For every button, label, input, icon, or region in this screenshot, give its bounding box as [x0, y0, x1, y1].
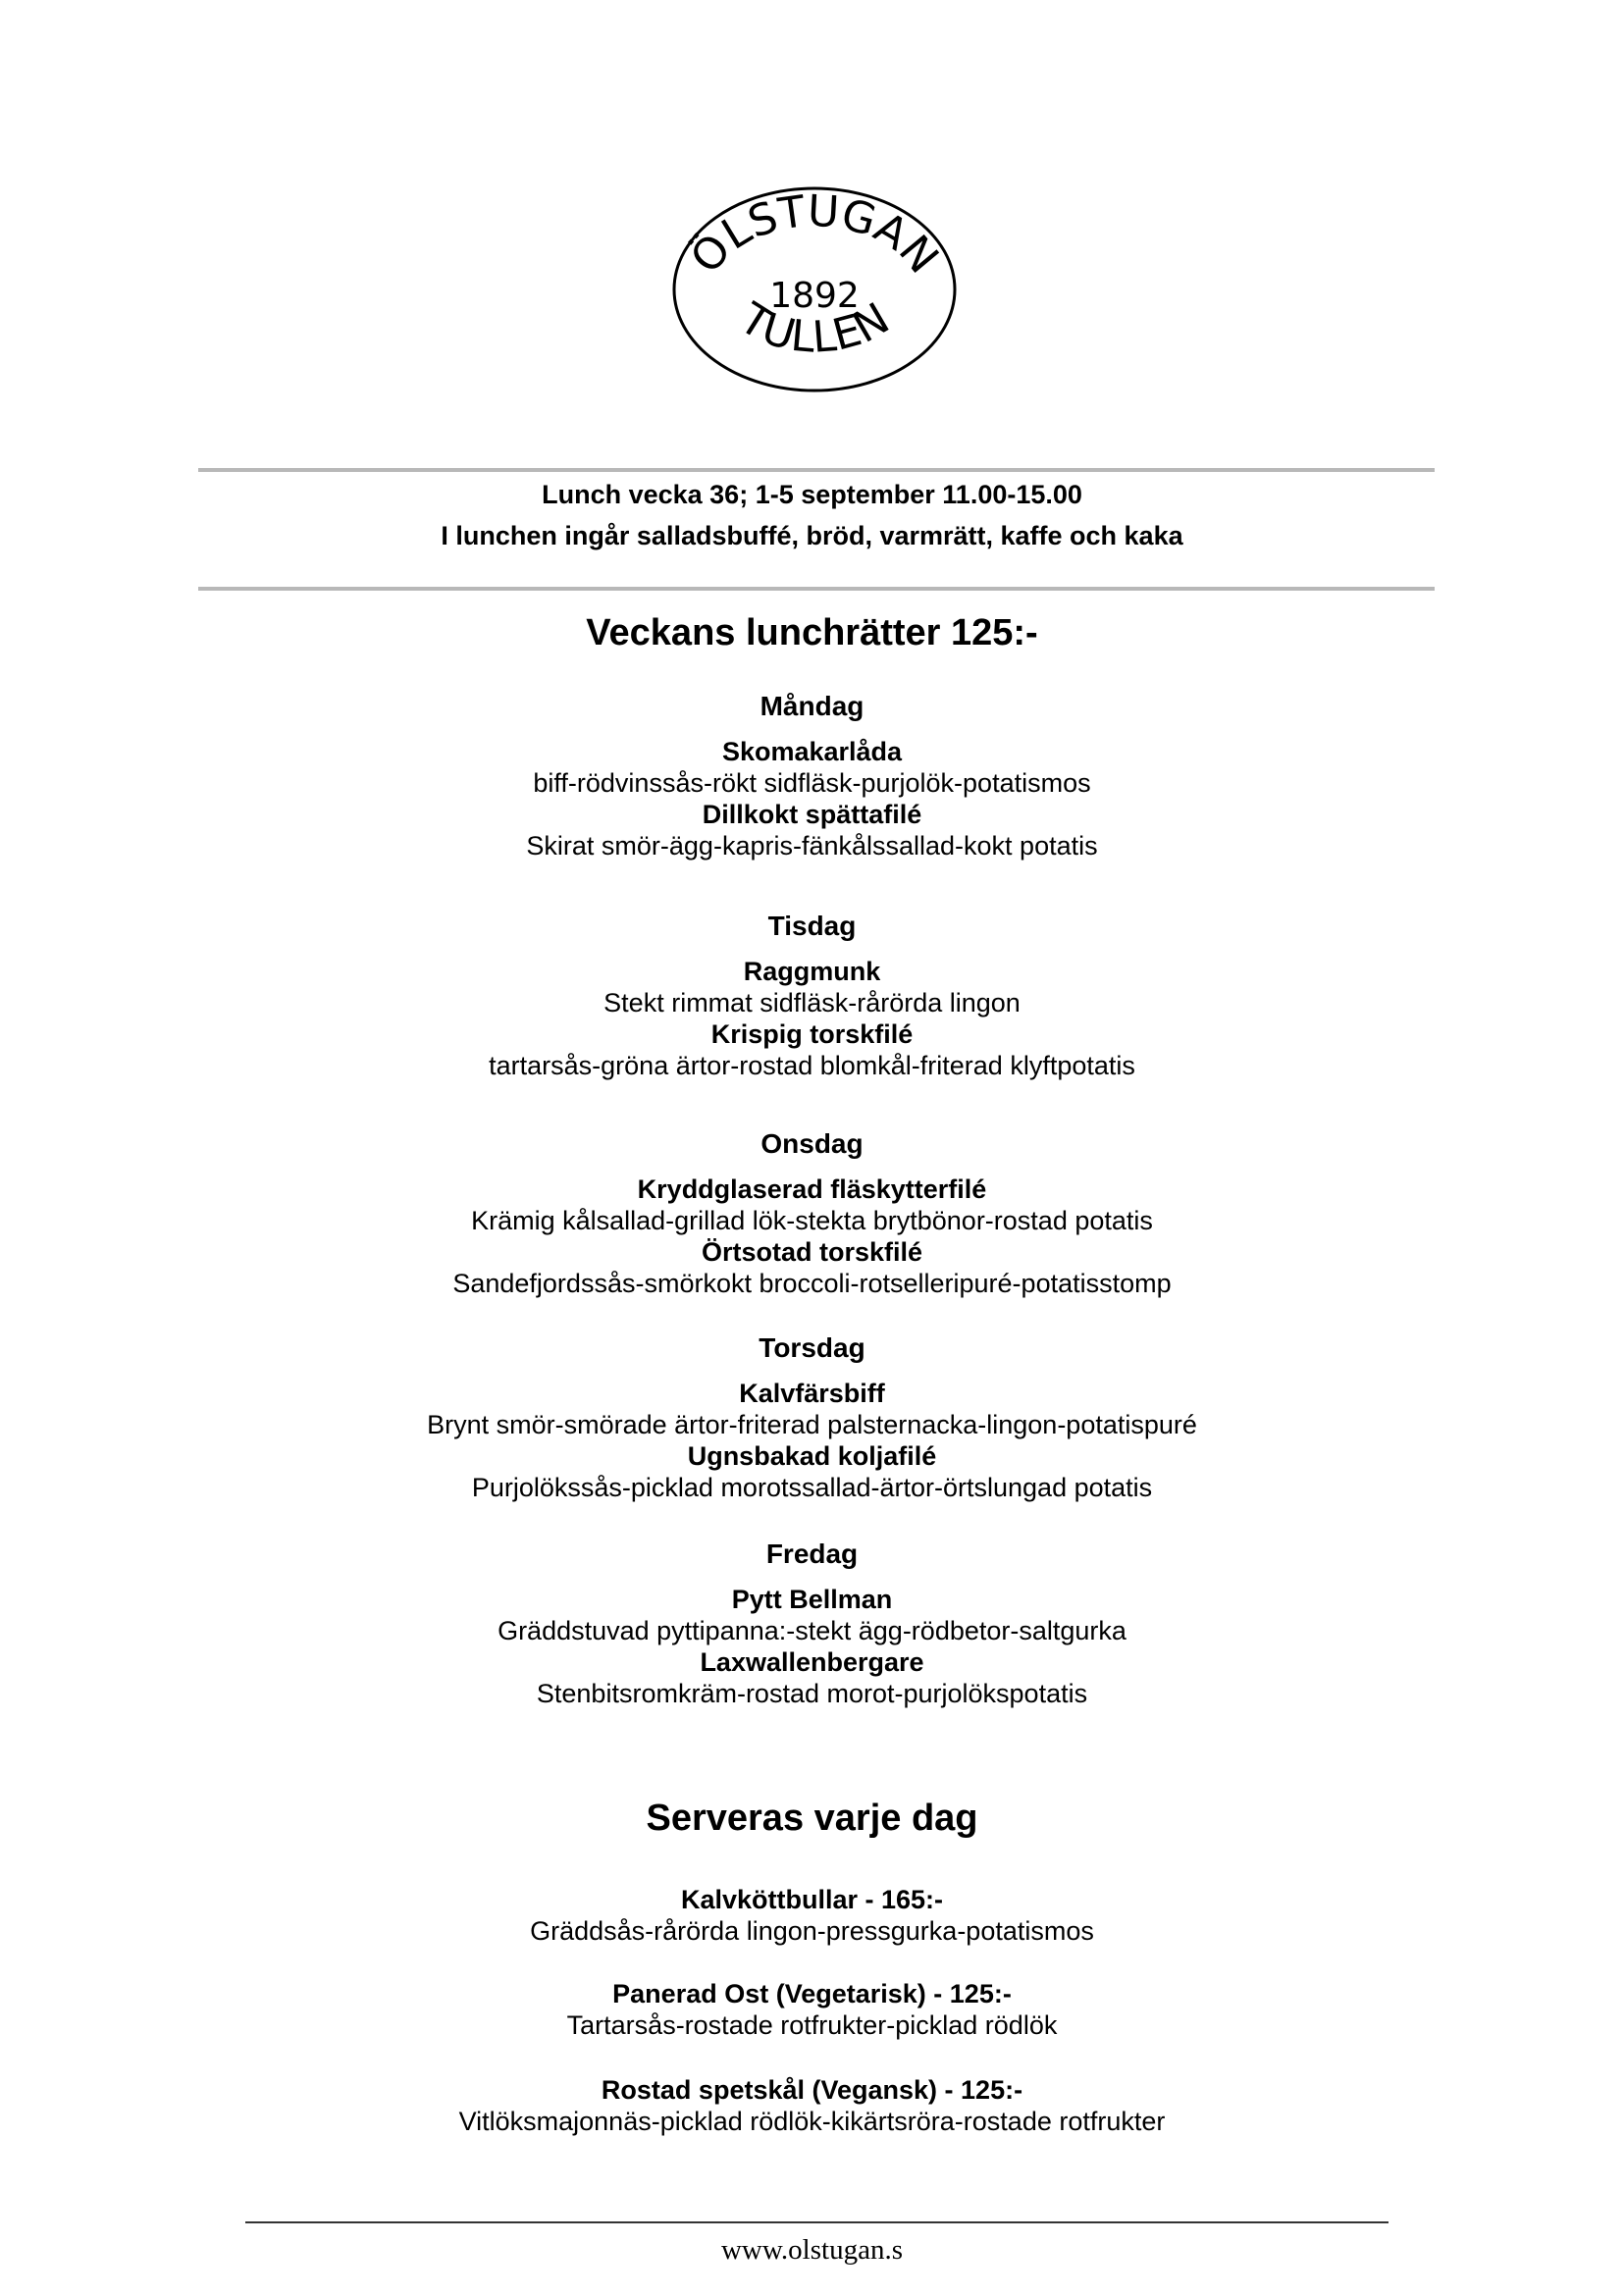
daily-item — [0, 1884, 1624, 1947]
olstugan-logo — [667, 182, 962, 397]
dish-name: Skomakarlåda — [721, 737, 903, 766]
day-block-wednesday — [0, 1128, 1624, 1299]
svg-text:ÖLSTUGAN — [680, 186, 948, 284]
daily-item-desc: Vitlöksmajonnäs-picklad rödlök-kikärtsröra-rostade rotfrukter — [458, 2107, 1166, 2136]
dish-name: Dillkokt spättafilé — [702, 800, 922, 829]
footer-divider — [245, 2221, 1388, 2223]
weekly-title: Veckans lunchrätter 125:- — [586, 612, 1038, 653]
dish-name: Kryddglaserad fläskytterfilé — [637, 1174, 987, 1204]
dish-desc: Stekt rimmat sidfläsk-rårörda lingon — [603, 988, 1021, 1017]
daily-title: Serveras varje dag — [646, 1798, 978, 1839]
daily-item — [0, 1978, 1624, 2041]
logo-bottom-text: TULLEN — [730, 293, 898, 363]
header-bottom-divider — [198, 587, 1435, 591]
daily-item-name: Panerad Ost (Vegetarisk) - 125:- — [612, 1979, 1012, 2008]
dish-desc: Stenbitsromkräm-rostad morot-purjolökspotatis — [536, 1679, 1088, 1708]
day-name: Torsdag — [759, 1332, 865, 1363]
dish-desc: biff-rödvinssås-rökt sidfläsk-purjolök-potatismos — [533, 768, 1091, 798]
daily-item-name: Kalvköttbullar - 165:- — [680, 1885, 944, 1914]
dish-name: Krispig torskfilé — [710, 1019, 914, 1049]
dish-desc: Krämig kålsallad-grillad lök-stekta brytbönor-rostad potatis — [471, 1206, 1153, 1235]
dish-desc: Brynt smör-smörade ärtor-friterad palsternacka-lingon-potatispuré — [427, 1410, 1197, 1439]
daily-item-desc: Tartarsås-rostade rotfrukter-picklad rödlök — [566, 2010, 1058, 2040]
day-name: Fredag — [765, 1539, 859, 1569]
dish-desc: Sandefjordssås-smörkokt broccoli-rotselleripuré-potatisstomp — [452, 1269, 1172, 1298]
daily-item-name: Rostad spetskål (Vegansk) - 125:- — [601, 2075, 1023, 2105]
lunch-includes-line: I lunchen ingår salladsbuffé, bröd, varmrätt, kaffe och kaka — [441, 521, 1183, 550]
dish-name: Pytt Bellman — [731, 1585, 893, 1614]
daily-item — [0, 2074, 1624, 2137]
dish-name: Örtsotad torskfilé — [701, 1237, 923, 1267]
day-block-thursday — [0, 1332, 1624, 1503]
day-name: Onsdag — [760, 1128, 864, 1159]
dish-name: Ugnsbakad koljafilé — [687, 1441, 937, 1471]
day-name: Tisdag — [767, 911, 857, 941]
day-name: Måndag — [760, 691, 864, 721]
day-block-friday — [0, 1539, 1624, 1709]
dish-name: Laxwallenbergare — [700, 1647, 924, 1677]
dish-desc: Purjolökssås-picklad morotssallad-ärtor-örtslungad potatis — [471, 1473, 1153, 1502]
dish-name: Kalvfärsbiff — [739, 1379, 885, 1408]
lunch-week-line: Lunch vecka 36; 1-5 september 11.00-15.00 — [542, 480, 1082, 509]
day-block-monday — [0, 691, 1624, 861]
dish-desc: Skirat smör-ägg-kapris-fänkålssallad-kokt potatis — [526, 831, 1098, 861]
daily-item-desc: Gräddsås-rårörda lingon-pressgurka-potatismos — [530, 1916, 1094, 1946]
website-link[interactable]: www.olstugan.s — [720, 2234, 903, 2266]
dish-desc: tartarsås-gröna ärtor-rostad blomkål-friterad klyftpotatis — [489, 1051, 1135, 1080]
logo-top-text: ÖLSTUGAN — [681, 185, 949, 284]
day-block-tuesday — [0, 911, 1624, 1081]
logo-year: 1892 — [769, 276, 860, 316]
header-top-divider — [198, 468, 1435, 472]
dish-name: Raggmunk — [743, 957, 881, 986]
dish-desc: Gräddstuvad pyttipanna:-stekt ägg-rödbetor-saltgurka — [498, 1616, 1126, 1645]
